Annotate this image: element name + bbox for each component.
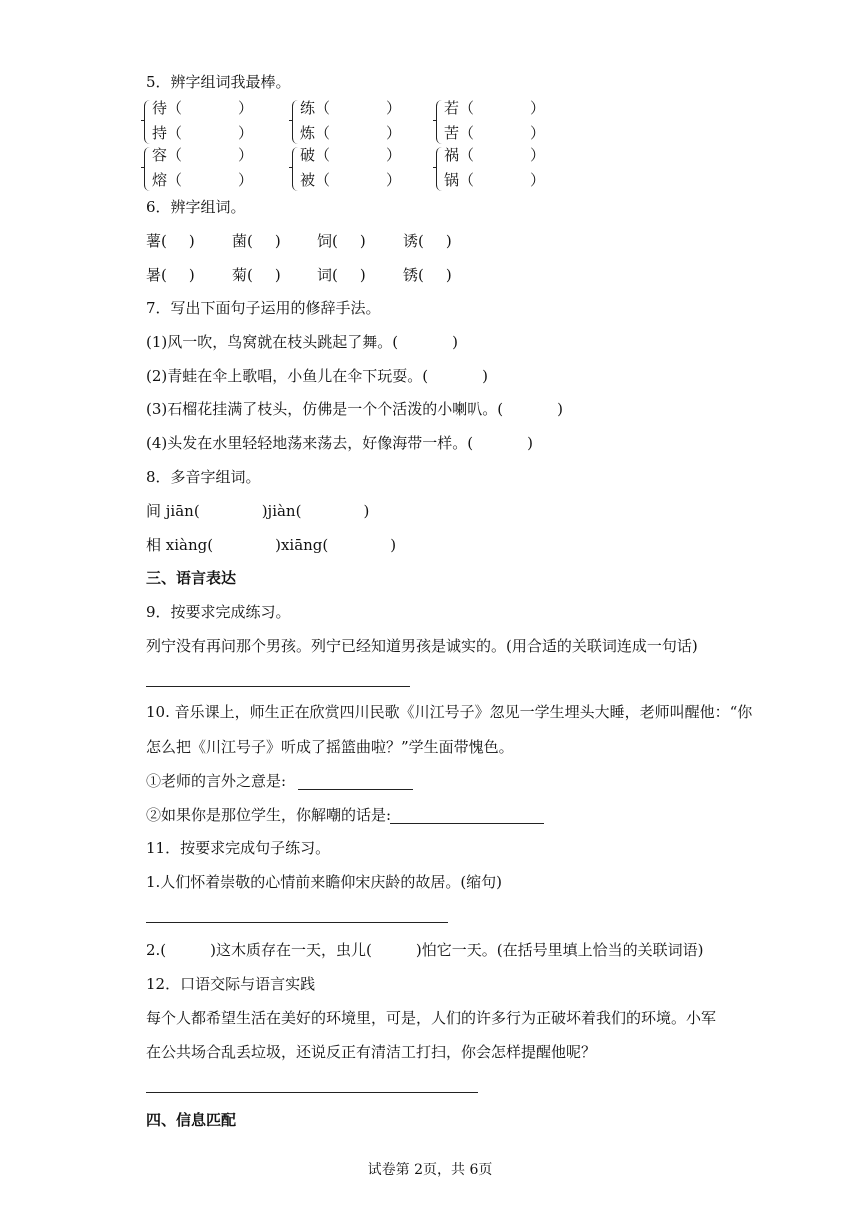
q5-pair-2: 练（ ） 炼（ ） — [298, 98, 408, 148]
q6-item: 饲( ) — [317, 232, 366, 250]
q6-item: 暑( ) — [146, 266, 195, 284]
q6-item: 薯( ) — [146, 232, 195, 250]
q6-item: 菌( ) — [232, 232, 281, 250]
q5-pair-6: 祸（ ） 锅（ ） — [442, 145, 552, 195]
q7-title: 7．写出下面句子运用的修辞手法。 — [146, 299, 381, 317]
q10-sub-2: ②如果你是那位学生，你解嘲的话是: — [146, 806, 392, 824]
q12-line-2: 在公共场合乱丢垃圾，还说反正有清洁工打扫，你会怎样提醒他呢？ — [146, 1043, 597, 1061]
section-title: 三、语言表达 — [146, 569, 237, 587]
q8-title: 8．多音字组词。 — [146, 468, 261, 486]
q10-sub-1: ①老师的言外之意是: — [146, 772, 287, 790]
answer-line[interactable] — [146, 686, 410, 687]
q10-line-1: 10. 音乐课上，师生正在欣赏四川民歌《川江号子》忽见一学生埋头大睡，老师叫醒他：“你 — [146, 703, 753, 721]
answer-line[interactable] — [146, 1092, 478, 1093]
q5-pair-3: 若（ ） 苦（ ） — [442, 98, 552, 148]
q6-item: 锈( ) — [403, 266, 452, 284]
q5-pair-1: 待（ ） 持（ ） — [150, 98, 260, 148]
answer-line[interactable] — [390, 823, 544, 824]
q8-line-2: 相 xiàng( )xiāng( ) — [146, 536, 397, 554]
q6-item: 诱( ) — [403, 232, 452, 250]
q7-item: (3)石榴花挂满了枝头，仿佛是一个个活泼的小喇叭。( ) — [146, 400, 563, 418]
q5-pair-4: 容（ ） 熔（ ） — [150, 145, 260, 195]
q7-item: (4)头发在水里轻轻地荡来荡去，好像海带一样。( ) — [146, 434, 533, 452]
q11-item-1: 1.人们怀着崇敬的心情前来瞻仰宋庆龄的故居。(缩句) — [146, 873, 503, 891]
q5-char-a: 待（ — [152, 99, 183, 117]
q12-line-1: 每个人都希望生活在美好的环境里，可是，人们的许多行为正破坏着我们的环境。小军 — [146, 1009, 717, 1027]
q11-title: 11．按要求完成句子练习。 — [146, 839, 331, 857]
section-title: 四、信息匹配 — [146, 1111, 237, 1129]
answer-line[interactable] — [298, 789, 413, 790]
q10-line-2: 怎么把《川江号子》听成了摇篮曲啦？”学生面带愧色。 — [146, 738, 514, 756]
q9-text: 列宁没有再问那个男孩。列宁已经知道男孩是诚实的。(用合适的关联词连成一句话) — [146, 637, 698, 655]
q5-title: 5．辨字组词我最棒。 — [146, 73, 291, 91]
q5-char-b: 持（ — [152, 124, 183, 142]
answer-line[interactable] — [146, 922, 448, 923]
q6-item: 词( ) — [317, 266, 366, 284]
page-footer: 试卷第 2页，共 6页 — [367, 1162, 493, 1178]
q7-item: (1)风一吹，鸟窝就在枝头跳起了舞。( ) — [146, 333, 458, 351]
q5-pair-5: 破（ ） 被（ ） — [298, 145, 408, 195]
q8-line-1: 间 jiān( )jiàn( ) — [146, 502, 370, 520]
q6-item: 菊( ) — [232, 266, 281, 284]
q6-title: 6．辨字组词。 — [146, 198, 246, 216]
q9-title: 9．按要求完成练习。 — [146, 603, 291, 621]
q12-title: 12．口语交际与语言实践 — [146, 975, 316, 993]
q11-item-2: 2.( )这木质存在一天，虫儿( )怕它一天。(在括号里填上恰当的关联词语) — [146, 941, 704, 959]
q7-item: (2)青蛙在伞上歌唱，小鱼儿在伞下玩耍。( ) — [146, 367, 488, 385]
